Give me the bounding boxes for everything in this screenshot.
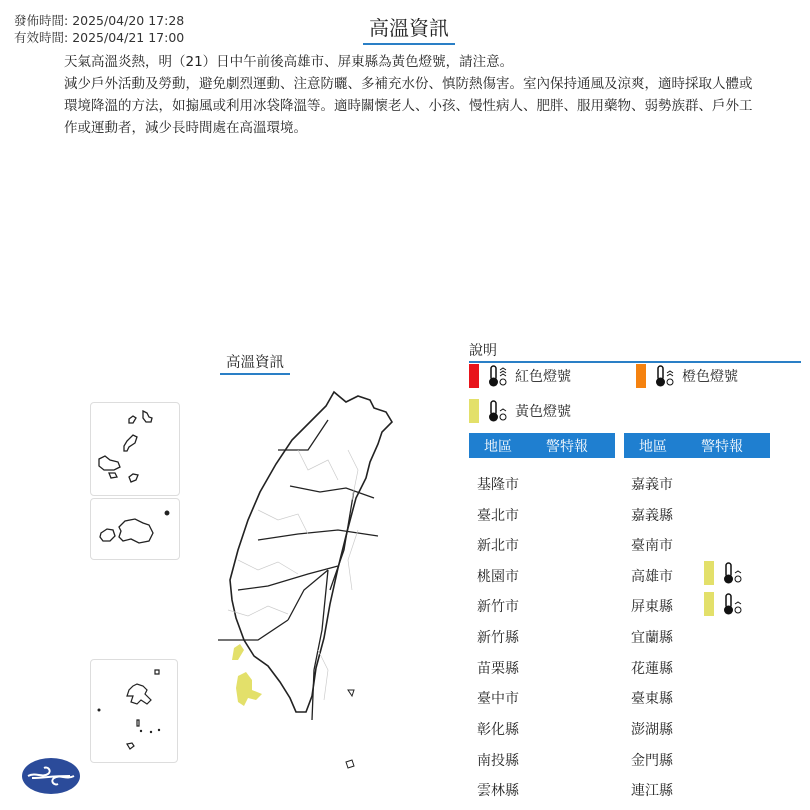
region-cell: 臺中市 xyxy=(477,691,519,707)
timestamps xyxy=(14,12,184,46)
cloud-swirl-icon xyxy=(22,758,80,794)
valid-time: 2025/04/21 17:00 xyxy=(72,30,185,45)
penghu-islands-icon xyxy=(91,660,177,762)
col-region-header: 地區 xyxy=(484,438,512,455)
page-title: 高溫資訊 xyxy=(363,12,455,45)
yellow-swatch xyxy=(469,399,479,423)
yellow-alert-swatch xyxy=(704,561,714,585)
region-cell: 臺北市 xyxy=(477,508,519,524)
thermometer-1-wave-icon xyxy=(722,592,744,616)
col-region-header: 地區 xyxy=(639,438,667,455)
legend-label-yellow: 黃色燈號 xyxy=(515,404,571,420)
region-cell: 彰化縣 xyxy=(477,722,519,738)
thermometer-3-waves-icon xyxy=(487,364,509,388)
kinmen-islands-icon xyxy=(91,499,179,559)
region-cell: 花蓮縣 xyxy=(631,661,673,677)
region-cell: 高雄市 xyxy=(631,569,673,585)
alert-kaohsiung xyxy=(704,561,750,585)
orange-swatch xyxy=(636,364,646,388)
issue-time-row xyxy=(14,12,184,29)
region-cell: 新北市 xyxy=(477,538,519,554)
table-header-right xyxy=(624,433,770,458)
issue-time-label: 發佈時間: xyxy=(14,13,69,28)
region-cell: 金門縣 xyxy=(631,753,673,769)
description-line-1: 天氣高溫炎熱，明（21）日中午前後高雄市、屏東縣為黃色燈號，請注意。 xyxy=(64,54,514,70)
alert-pingtung xyxy=(704,592,750,616)
description xyxy=(64,51,764,139)
region-cell: 嘉義市 xyxy=(631,477,673,493)
matsu-islands-icon xyxy=(91,403,179,495)
region-cell: 連江縣 xyxy=(631,783,673,799)
legend-title: 說明 xyxy=(469,340,801,363)
taiwan-map xyxy=(178,390,418,780)
cwa-logo xyxy=(22,758,80,794)
red-swatch xyxy=(469,364,479,388)
region-cell: 新竹市 xyxy=(477,599,519,615)
region-cell: 南投縣 xyxy=(477,753,519,769)
region-cell: 宜蘭縣 xyxy=(631,630,673,646)
pingtung-highlight xyxy=(236,672,262,706)
region-cell: 苗栗縣 xyxy=(477,661,519,677)
table-header-left xyxy=(469,433,615,458)
legend-item-red xyxy=(469,364,571,388)
region-cell: 臺東縣 xyxy=(631,691,673,707)
region-cell: 嘉義縣 xyxy=(631,508,673,524)
legend-item-yellow xyxy=(469,399,571,423)
col-warning-header: 警特報 xyxy=(701,438,743,455)
valid-time-row xyxy=(14,29,184,46)
region-cell: 澎湖縣 xyxy=(631,722,673,738)
legend-label-orange: 橙色燈號 xyxy=(682,369,738,385)
valid-time-label: 有效時間: xyxy=(14,30,69,45)
col-warning-header: 警特報 xyxy=(546,438,588,455)
region-cell: 新竹縣 xyxy=(477,630,519,646)
region-cell: 屏東縣 xyxy=(631,599,673,615)
inset-penghu xyxy=(90,659,178,763)
description-line-2: 減少戶外活動及勞動，避免劇烈運動、注意防曬、多補充水份、慎防熱傷害。室內保持通風及涼爽，適時採取人體或環境降溫的方法，如搧風或利用冰袋降溫等。適時關懷老人、小孩、慢性病人、肥胖、服用藥物、弱勢族群、戶外工作或運動者，減少長時間處在高溫環境。 xyxy=(64,76,753,136)
map-title: 高溫資訊 xyxy=(220,351,290,375)
region-cell: 基隆市 xyxy=(477,477,519,493)
issue-time: 2025/04/20 17:28 xyxy=(72,13,185,28)
region-cell: 臺南市 xyxy=(631,538,673,554)
kaohsiung-highlight xyxy=(232,644,244,660)
inset-kinmen xyxy=(90,498,180,560)
thermometer-1-wave-icon xyxy=(722,561,744,585)
taiwan-outline xyxy=(230,392,392,712)
yellow-alert-swatch xyxy=(704,592,714,616)
inset-matsu xyxy=(90,402,180,496)
thermometer-2-waves-icon xyxy=(654,364,676,388)
region-cell: 桃園市 xyxy=(477,569,519,585)
region-cell: 雲林縣 xyxy=(477,783,519,799)
thermometer-1-wave-icon xyxy=(487,399,509,423)
legend-item-orange xyxy=(636,364,738,388)
legend-label-red: 紅色燈號 xyxy=(515,369,571,385)
